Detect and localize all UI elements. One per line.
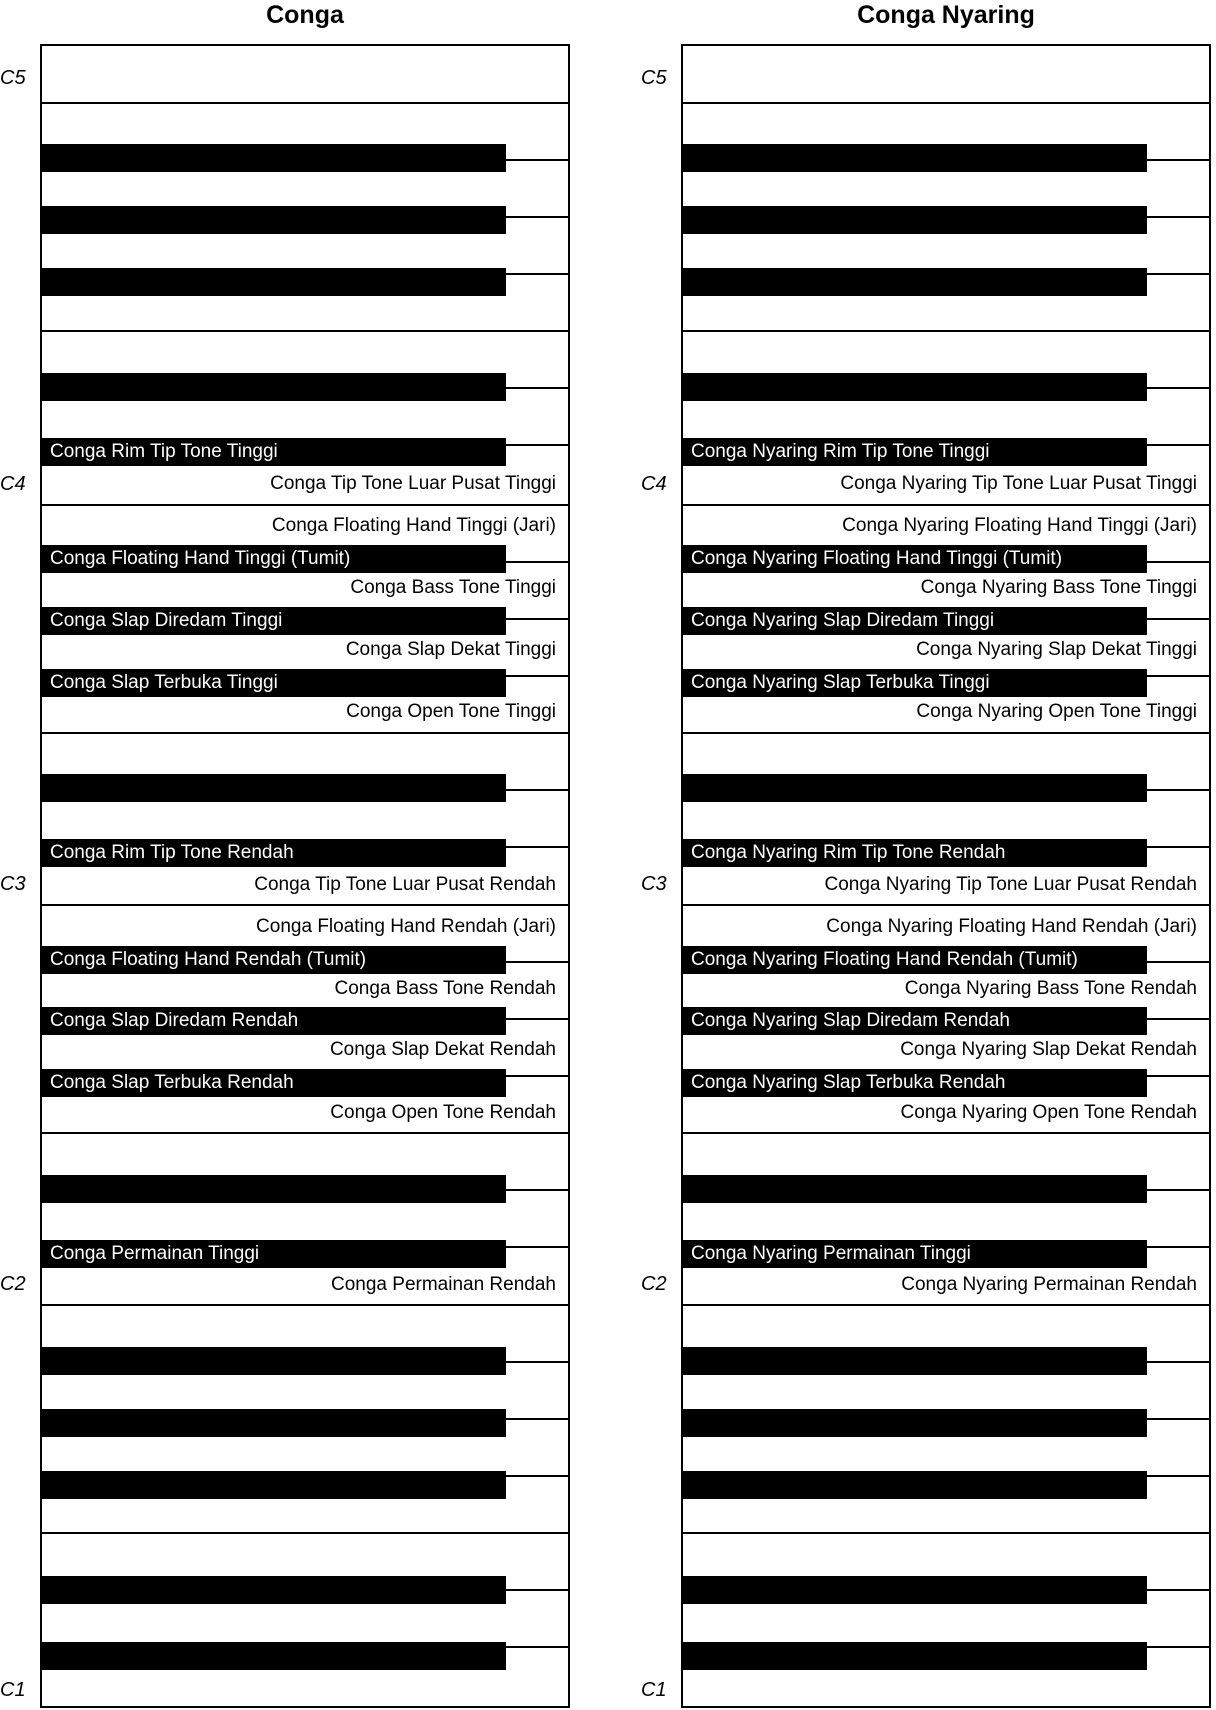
white-key-divider xyxy=(683,732,1209,734)
note-label: Conga Nyaring Rim Tip Tone Rendah xyxy=(691,842,1006,863)
note-label: Conga Open Tone Tinggi xyxy=(346,701,556,722)
note-label: Conga Slap Terbuka Rendah xyxy=(50,1072,294,1093)
note-label: Conga Nyaring Slap Diredam Tinggi xyxy=(691,610,995,631)
black-key xyxy=(683,1642,1147,1670)
black-key xyxy=(683,1471,1147,1499)
white-key-divider xyxy=(42,1132,568,1134)
keyboard xyxy=(40,44,570,1708)
note-label: Conga Bass Tone Rendah xyxy=(334,978,556,999)
octave-label-c1: C1 xyxy=(0,1679,26,1701)
white-key-divider xyxy=(42,1532,568,1534)
note-label: Conga Nyaring Slap Terbuka Rendah xyxy=(691,1072,1006,1093)
note-label: Conga Nyaring Bass Tone Rendah xyxy=(904,978,1197,999)
black-key xyxy=(42,1576,506,1604)
white-key-divider xyxy=(683,102,1209,104)
white-key-divider xyxy=(42,504,568,506)
keyboard xyxy=(681,44,1211,1708)
black-key xyxy=(683,607,1147,635)
octave-label-c5: C5 xyxy=(0,67,26,89)
black-key xyxy=(42,669,506,697)
note-label: Conga Nyaring Permainan Tinggi xyxy=(691,1243,971,1264)
note-label: Conga Nyaring Permainan Rendah xyxy=(901,1274,1197,1295)
white-key-divider xyxy=(42,330,568,332)
black-key xyxy=(42,1007,506,1035)
note-label: Conga Nyaring Floating Hand Rendah (Tumit) xyxy=(691,949,1078,970)
octave-label-c3: C3 xyxy=(0,873,26,895)
note-label: Conga Nyaring Tip Tone Luar Pusat Tinggi xyxy=(840,473,1197,494)
black-key xyxy=(42,1175,506,1203)
white-key-divider xyxy=(42,1304,568,1306)
black-key xyxy=(42,268,506,296)
white-key-divider xyxy=(42,102,568,104)
note-label: Conga Rim Tip Tone Rendah xyxy=(50,842,294,863)
note-label: Conga Nyaring Open Tone Rendah xyxy=(900,1102,1197,1123)
black-key xyxy=(683,1007,1147,1035)
black-key xyxy=(42,774,506,802)
note-label: Conga Floating Hand Rendah (Tumit) xyxy=(50,949,367,970)
note-label: Conga Nyaring Rim Tip Tone Tinggi xyxy=(691,441,990,462)
black-key xyxy=(683,1347,1147,1375)
note-label: Conga Nyaring Tip Tone Luar Pusat Rendah xyxy=(824,874,1197,895)
note-label: Conga Slap Dekat Tinggi xyxy=(345,639,556,660)
note-label: Conga Slap Diredam Rendah xyxy=(50,1010,299,1031)
black-key xyxy=(683,1576,1147,1604)
octave-label-c1: C1 xyxy=(641,1679,667,1701)
black-key xyxy=(683,373,1147,401)
note-label: Conga Rim Tip Tone Tinggi xyxy=(50,441,278,462)
panel-title: Conga xyxy=(266,1,344,29)
note-label: Conga Slap Terbuka Tinggi xyxy=(50,672,278,693)
black-key xyxy=(42,144,506,172)
black-key xyxy=(42,1409,506,1437)
white-key-divider xyxy=(683,1532,1209,1534)
black-key xyxy=(683,268,1147,296)
black-key xyxy=(683,1175,1147,1203)
black-key xyxy=(683,669,1147,697)
octave-label-c2: C2 xyxy=(0,1273,26,1295)
note-label: Conga Nyaring Floating Hand Rendah (Jari) xyxy=(826,916,1197,937)
note-label: Conga Slap Diredam Tinggi xyxy=(50,610,283,631)
black-key xyxy=(42,206,506,234)
black-key xyxy=(42,1240,506,1268)
octave-label-c4: C4 xyxy=(0,473,26,495)
white-key-divider xyxy=(683,330,1209,332)
note-label: Conga Floating Hand Tinggi (Jari) xyxy=(271,515,556,536)
black-key xyxy=(42,839,506,867)
note-label: Conga Nyaring Bass Tone Tinggi xyxy=(920,577,1197,598)
note-label: Conga Nyaring Slap Terbuka Tinggi xyxy=(691,672,990,693)
note-label: Conga Tip Tone Luar Pusat Rendah xyxy=(254,874,556,895)
white-key-divider xyxy=(683,1304,1209,1306)
note-label: Conga Nyaring Floating Hand Tinggi (Tumit) xyxy=(691,548,1063,569)
black-key xyxy=(683,1409,1147,1437)
black-key xyxy=(683,946,1147,974)
note-label: Conga Tip Tone Luar Pusat Tinggi xyxy=(270,473,556,494)
panel-title: Conga Nyaring xyxy=(857,1,1035,29)
conga-panel xyxy=(0,0,580,1710)
note-label: Conga Floating Hand Tinggi (Tumit) xyxy=(50,548,351,569)
octave-label-c3: C3 xyxy=(641,873,667,895)
white-key-divider xyxy=(683,1132,1209,1134)
white-key-divider xyxy=(42,904,568,906)
black-key xyxy=(42,373,506,401)
octave-label-c5: C5 xyxy=(641,67,667,89)
black-key xyxy=(42,545,506,573)
note-label: Conga Slap Dekat Rendah xyxy=(329,1039,556,1060)
note-label: Conga Permainan Rendah xyxy=(331,1274,556,1295)
black-key xyxy=(683,1240,1147,1268)
black-key xyxy=(683,144,1147,172)
note-label: Conga Open Tone Rendah xyxy=(330,1102,556,1123)
black-key xyxy=(683,438,1147,466)
black-key xyxy=(42,1347,506,1375)
note-label: Conga Permainan Tinggi xyxy=(50,1243,260,1264)
black-key xyxy=(42,438,506,466)
black-key xyxy=(683,774,1147,802)
note-label: Conga Nyaring Slap Dekat Tinggi xyxy=(916,639,1197,660)
octave-label-c4: C4 xyxy=(641,473,667,495)
note-label: Conga Nyaring Slap Dekat Rendah xyxy=(900,1039,1197,1060)
note-label: Conga Floating Hand Rendah (Jari) xyxy=(256,916,556,937)
black-key xyxy=(42,1069,506,1097)
octave-label-c2: C2 xyxy=(641,1273,667,1295)
white-key-divider xyxy=(42,732,568,734)
white-key-divider xyxy=(683,504,1209,506)
black-key xyxy=(42,607,506,635)
black-key xyxy=(683,839,1147,867)
black-key xyxy=(683,206,1147,234)
black-key xyxy=(683,1069,1147,1097)
white-key-divider xyxy=(683,904,1209,906)
note-label: Conga Bass Tone Tinggi xyxy=(350,577,556,598)
black-key xyxy=(42,1471,506,1499)
black-key xyxy=(683,545,1147,573)
note-label: Conga Nyaring Slap Diredam Rendah xyxy=(691,1010,1010,1031)
note-label: Conga Nyaring Open Tone Tinggi xyxy=(916,701,1197,722)
black-key xyxy=(42,946,506,974)
black-key xyxy=(42,1642,506,1670)
note-label: Conga Nyaring Floating Hand Tinggi (Jari) xyxy=(842,515,1197,536)
conga-nyaring-panel xyxy=(641,0,1216,1710)
